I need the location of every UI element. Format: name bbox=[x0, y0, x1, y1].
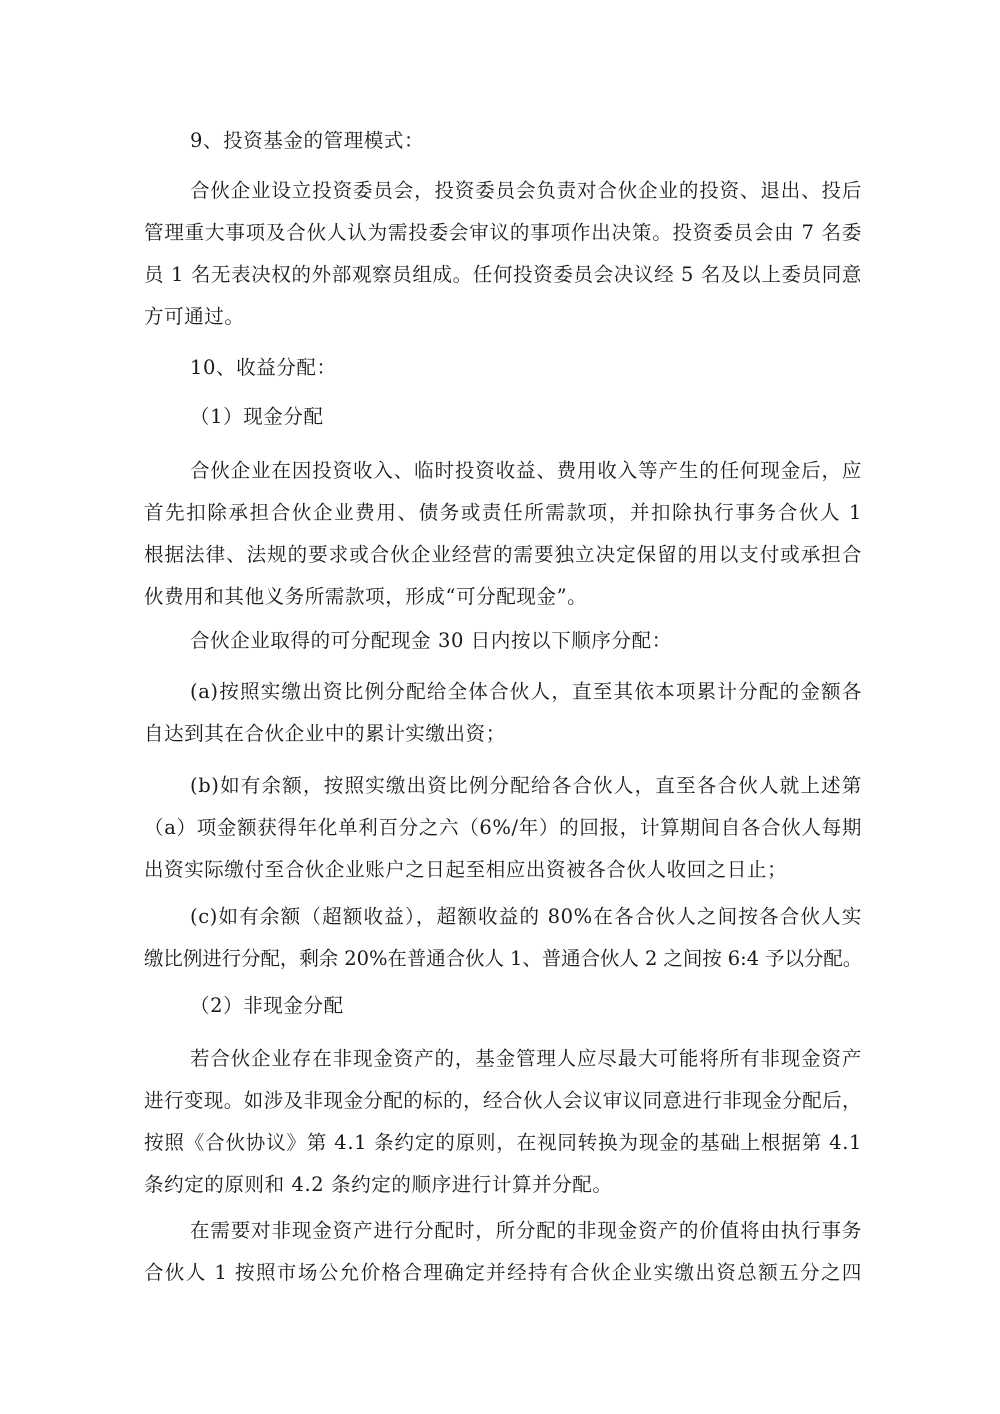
text-line: 方可通过。 bbox=[144, 305, 245, 328]
text-line: 合伙企业设立投资委员会，投资委员会负责对合伙企业的投资、退出、投后 bbox=[190, 179, 862, 202]
text-line: 条约定的原则和 4.2 条约定的顺序进行计算并分配。 bbox=[144, 1173, 613, 1196]
cash-distribution-subheading: （1）现金分配 bbox=[190, 405, 324, 428]
text-line: 缴比例进行分配，剩余 20%在普通合伙人 1、普通合伙人 2 之间按 6:4 予以分配。 bbox=[144, 947, 863, 970]
text-line: 按照《合伙协议》第 4.1 条约定的原则，在视同转换为现金的基础上根据第 4.1 bbox=[144, 1131, 862, 1154]
distribution-item-a bbox=[144, 671, 862, 755]
distribution-item-b bbox=[144, 765, 862, 891]
text-line: 进行变现。如涉及非现金分配的标的，经合伙人会议审议同意进行非现金分配后， bbox=[144, 1089, 862, 1112]
noncash-paragraph-1 bbox=[144, 1038, 862, 1206]
noncash-distribution-subheading: （2）非现金分配 bbox=[190, 994, 344, 1017]
text-line: 根据法律、法规的要求或合伙企业经营的需要独立决定保留的用以支付或承担合 bbox=[144, 543, 862, 566]
text-line: 员 1 名无表决权的外部观察员组成。任何投资委员会决议经 5 名及以上委员同意 bbox=[144, 263, 862, 286]
text-line: 首先扣除承担合伙企业费用、债务或责任所需款项，并扣除执行事务合伙人 1 bbox=[144, 501, 862, 524]
text-line: (b)如有余额，按照实缴出资比例分配给各合伙人，直至各合伙人就上述第 bbox=[190, 774, 862, 797]
text-line: 合伙人 1 按照市场公允价格合理确定并经持有合伙企业实缴出资总额五分之四 bbox=[144, 1261, 862, 1284]
text-line: 在需要对非现金资产进行分配时，所分配的非现金资产的价值将由执行事务 bbox=[190, 1219, 862, 1242]
text-line: (c)如有余额（超额收益），超额收益的 80%在各合伙人之间按各合伙人实 bbox=[190, 905, 862, 928]
text-line: 合伙企业在因投资收入、临时投资收益、费用收入等产生的任何现金后，应 bbox=[190, 459, 862, 482]
cash-paragraph-2: 合伙企业取得的可分配现金 30 日内按以下顺序分配： bbox=[190, 629, 672, 652]
noncash-paragraph-2 bbox=[144, 1210, 862, 1294]
text-line: 伙费用和其他义务所需款项，形成“可分配现金”。 bbox=[144, 585, 588, 608]
distribution-item-c bbox=[144, 896, 863, 980]
text-line: （a）项金额获得年化单利百分之六（6%/年）的回报，计算期间自各合伙人每期 bbox=[144, 816, 862, 839]
text-line: 管理重大事项及合伙人认为需投委会审议的事项作出决策。投资委员会由 7 名委 bbox=[144, 221, 862, 244]
text-line: 自达到其在合伙企业中的累计实缴出资； bbox=[144, 722, 506, 745]
section-9-paragraph bbox=[144, 170, 862, 338]
text-line: 若合伙企业存在非现金资产的，基金管理人应尽最大可能将所有非现金资产 bbox=[190, 1047, 862, 1070]
text-line: (a)按照实缴出资比例分配给全体合伙人，直至其依本项累计分配的金额各 bbox=[190, 680, 862, 703]
text-line: 出资实际缴付至合伙企业账户之日起至相应出资被各合伙人收回之日止； bbox=[144, 858, 788, 881]
cash-paragraph-1 bbox=[144, 450, 862, 618]
section-9-heading: 9、投资基金的管理模式： bbox=[190, 129, 425, 152]
section-10-heading: 10、收益分配： bbox=[190, 356, 337, 379]
